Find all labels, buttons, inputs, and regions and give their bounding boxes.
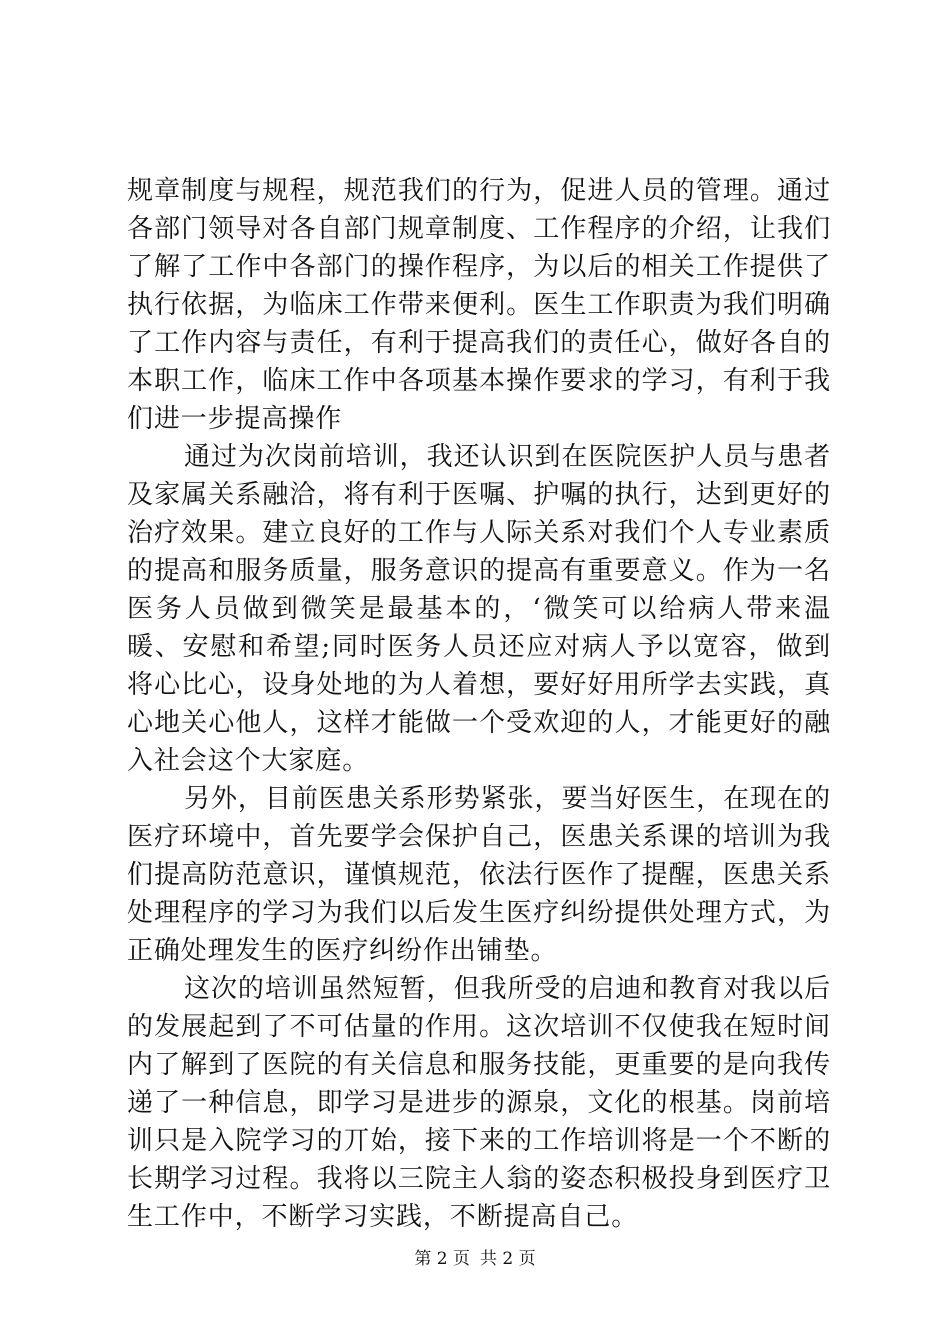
paragraph-3: 另外，目前医患关系形势紧张，要当好医生，在现在的医疗环境中，首先要学会保护自己，医患关系课的培训为我们提高防范意识，谨慎规范，依法行医作了提醒，医患关系处理程序的学习为我们以后发生医疗纠纷提供处理方式，为正确处理发生的医疗纠纷作出铺垫。 (127, 784, 831, 966)
page-footer (0, 1244, 950, 1269)
paragraph-1: 规章制度与规程，规范我们的行为，促进人员的管理。通过各部门领导对各自部门规章制度、工作程序的介绍，让我们了解了工作中各部门的操作程序，为以后的相关工作提供了执行依据，为临床工作带来便利。医生工作职责为我们明确了工作内容与责任，有利于提高我们的责任心，做好各自的本职工作，临床工作中各项基本操作要求的学习，有利于我们进一步提高操作 (127, 176, 831, 434)
page-number-current: 第 2 页 (414, 1249, 470, 1269)
document-body (127, 172, 831, 1236)
paragraph-4: 这次的培训虽然短暂，但我所受的启迪和教育对我以后的发展起到了不可估量的作用。这次培训不仅使我在短时间内了解到了医院的有关信息和服务技能，更重要的是向我传递了一种信息，即学习是进步的源泉，文化的根基。岗前培训只是入院学习的丌始，接下来的工作培训将是一个不断的长期学习过程。我将以三院主人翁的姿态积极投身到医疗卫生工作中，不断学习实践，不断提高自己。 (127, 974, 831, 1232)
page-number-total: 共 2 页 (480, 1249, 536, 1269)
paragraph-2: 通过为次岗前培训，我还认识到在医院医护人员与患者及家属关系融洽，将有利于医嘱、护嘱的执行，达到更好的治疗效果。建立良好的工作与人际关系对我们个人专业素质的提高和服务质量，服务意识的提高有重要意义。作为一名医务人员做到微笑是最基本的，‘微笑可以给病人带来温暖、安慰和希望;同时医务人员还应对病人予以宽容，做到将心比心，设身处地的为人着想，要好好用所学去实践，真心地关心他人，这样才能做一个受欢迎的人，才能更好的融入社会这个大家庭。 (127, 442, 831, 776)
